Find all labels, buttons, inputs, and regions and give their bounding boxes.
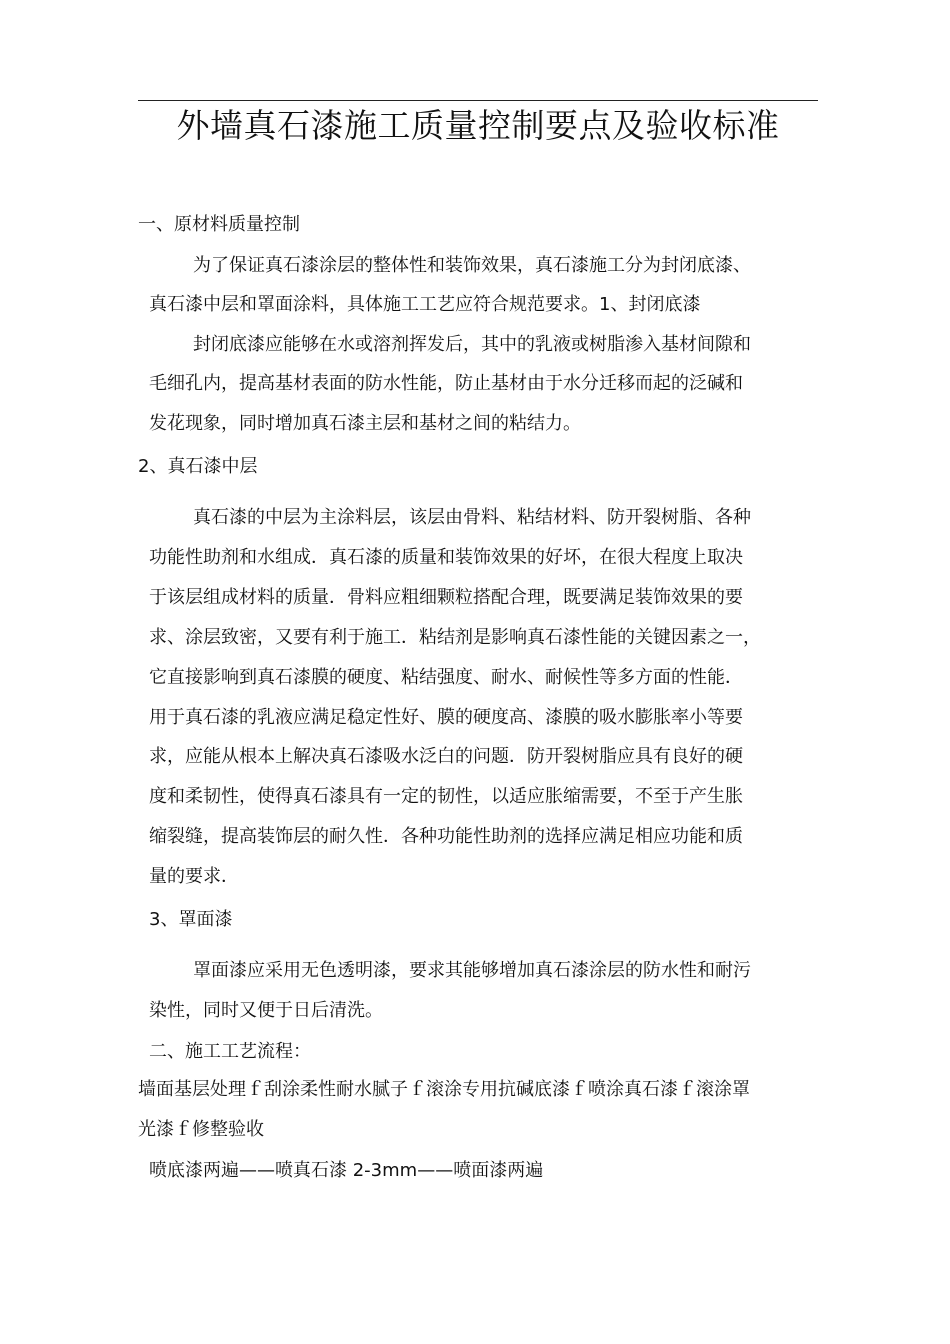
paragraph-line: 度和柔韧性，使得真石漆具有一定的韧性，以适应胀缩需要，不至于产生胀 <box>149 786 743 807</box>
paragraph-line: 用于真石漆的乳液应满足稳定性好、膜的硬度高、漆膜的吸水膨胀率小等要 <box>149 707 743 728</box>
paragraph-line: 毛细孔内，提高基材表面的防水性能，防止基材由于水分迁移而起的泛碱和 <box>149 373 743 394</box>
paragraph-line: 缩裂缝，提高装饰层的耐久性．各种功能性助剂的选择应满足相应功能和质 <box>149 826 743 847</box>
paragraph-line: 发花现象，同时增加真石漆主层和基材之间的粘结力。 <box>149 413 581 434</box>
paragraph-line: 染性，同时又便于日后清洗。 <box>149 1000 383 1021</box>
process-flow-line: 光漆ｆ修整验收 <box>138 1119 264 1140</box>
paragraph-line: 真石漆的中层为主涂料层，该层由骨料、粘结材料、防开裂树脂、各种 <box>193 507 751 528</box>
paragraph-line: 于该层组成材料的质量．骨料应粗细颗粒搭配合理，既要满足装饰效果的要 <box>149 587 743 608</box>
section-heading-materials: 一、原材料质量控制 <box>138 214 300 235</box>
paragraph-line: 功能性助剂和水组成．真石漆的质量和装饰效果的好坏，在很大程度上取决 <box>149 547 743 568</box>
paragraph-line: 求、涂层致密，又要有利于施工．粘结剂是影响真石漆性能的关键因素之一， <box>149 627 761 648</box>
paragraph-line: 封闭底漆应能够在水或溶剂挥发后，其中的乳液或树脂渗入基材间隙和 <box>193 334 751 355</box>
section-heading-topcoat: 3、罩面漆 <box>149 909 233 930</box>
document-title: 外墙真石漆施工质量控制要点及验收标准 <box>176 106 780 145</box>
paragraph-line: 真石漆中层和罩面涂料，具体施工工艺应符合规范要求。1、封闭底漆 <box>149 294 701 315</box>
paragraph-line: 求，应能从根本上解决真石漆吸水泛白的问题．防开裂树脂应具有良好的硬 <box>149 746 743 767</box>
paragraph-line: 罩面漆应采用无色透明漆，要求其能够增加真石漆涂层的防水性和耐污 <box>193 960 751 981</box>
paragraph-line: 为了保证真石漆涂层的整体性和装饰效果，真石漆施工分为封闭底漆、 <box>193 255 751 276</box>
title-rule <box>138 100 818 101</box>
process-flow-line: 墙面基层处理ｆ刮涂柔性耐水腻子ｆ滚涂专用抗碱底漆ｆ喷涂真石漆ｆ滚涂罩 <box>138 1079 750 1100</box>
paragraph-line: 它直接影响到真石漆膜的硬度、粘结强度、耐水、耐候性等多方面的性能． <box>149 667 743 688</box>
section-heading-middle-layer: 2、真石漆中层 <box>138 456 258 477</box>
paragraph-line: 量的要求． <box>149 866 239 887</box>
spray-sequence: 喷底漆两遍——喷真石漆 2-3mm——喷面漆两遍 <box>149 1160 544 1181</box>
section-heading-process: 二、施工工艺流程： <box>149 1041 311 1062</box>
